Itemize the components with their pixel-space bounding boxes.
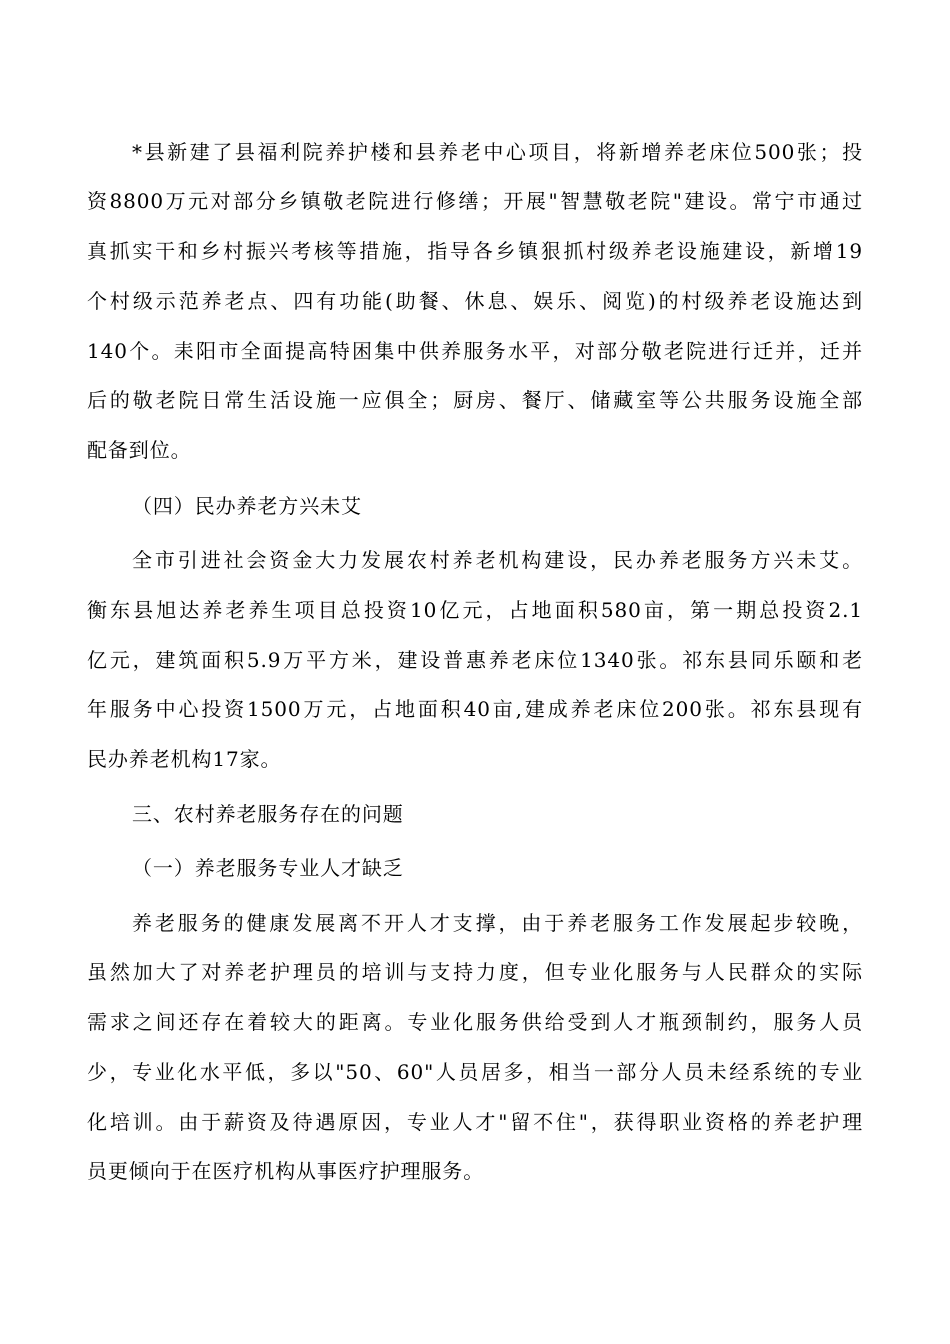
paragraph-2-line-5: 民办养老机构17家。 <box>87 747 282 771</box>
paragraph-1-line-7: 配备到位。 <box>87 438 192 462</box>
paragraph-3-line-3: 需求之间还存在着较大的距离。专业化服务供给受到人才瓶颈制约，服务人员 <box>87 1010 863 1034</box>
section-3-heading: 三、农村养老服务存在的问题 <box>132 802 404 826</box>
paragraph-2-line-3: 亿元，建筑面积5.9万平方米，建设普惠养老床位1340张。祁东县同乐颐和老 <box>87 648 863 672</box>
paragraph-1-line-6: 后的敬老院日常生活设施一应俱全；厨房、餐厅、储藏室等公共服务设施全部 <box>87 388 863 412</box>
paragraph-3-line-1: 养老服务的健康发展离不开人才支撑，由于养老服务工作发展起步较晚， <box>132 911 863 935</box>
paragraph-1-line-3: 真抓实干和乡村振兴考核等措施，指导各乡镇狠抓村级养老设施建设，新增19 <box>87 239 863 263</box>
paragraph-1-line-5: 140个。耒阳市全面提高特困集中供养服务水平，对部分敬老院进行迁并，迁并 <box>87 339 863 363</box>
heading-1: （一）养老服务专业人才缺乏 <box>132 856 404 880</box>
heading-4: （四）民办养老方兴未艾 <box>132 494 362 518</box>
paragraph-2-line-4: 年服务中心投资1500万元，占地面积40亩,建成养老床位200张。祁东县现有 <box>87 697 863 721</box>
paragraph-3-line-4: 少，专业化水平低，多以"50、60"人员居多，相当一部分人员未经系统的专业 <box>87 1060 863 1084</box>
paragraph-3-line-2: 虽然加大了对养老护理员的培训与支持力度，但专业化服务与人民群众的实际 <box>87 960 863 984</box>
paragraph-2-line-1: 全市引进社会资金大力发展农村养老机构建设，民办养老服务方兴未艾。 <box>132 548 863 572</box>
paragraph-3-line-6: 员更倾向于在医疗机构从事医疗护理服务。 <box>87 1159 485 1183</box>
paragraph-3-line-5: 化培训。由于薪资及待遇原因，专业人才"留不住"，获得职业资格的养老护理 <box>87 1110 863 1134</box>
paragraph-1-line-2: 资8800万元对部分乡镇敬老院进行修缮；开展"智慧敬老院"建设。常宁市通过 <box>87 189 863 213</box>
paragraph-2-line-2: 衡东县旭达养老养生项目总投资10亿元，占地面积580亩，第一期总投资2.1 <box>87 598 863 622</box>
paragraph-1-line-4: 个村级示范养老点、四有功能(助餐、休息、娱乐、阅览)的村级养老设施达到 <box>87 289 863 313</box>
paragraph-1-line-1: *县新建了县福利院养护楼和县养老中心项目，将新增养老床位500张；投 <box>132 140 863 164</box>
